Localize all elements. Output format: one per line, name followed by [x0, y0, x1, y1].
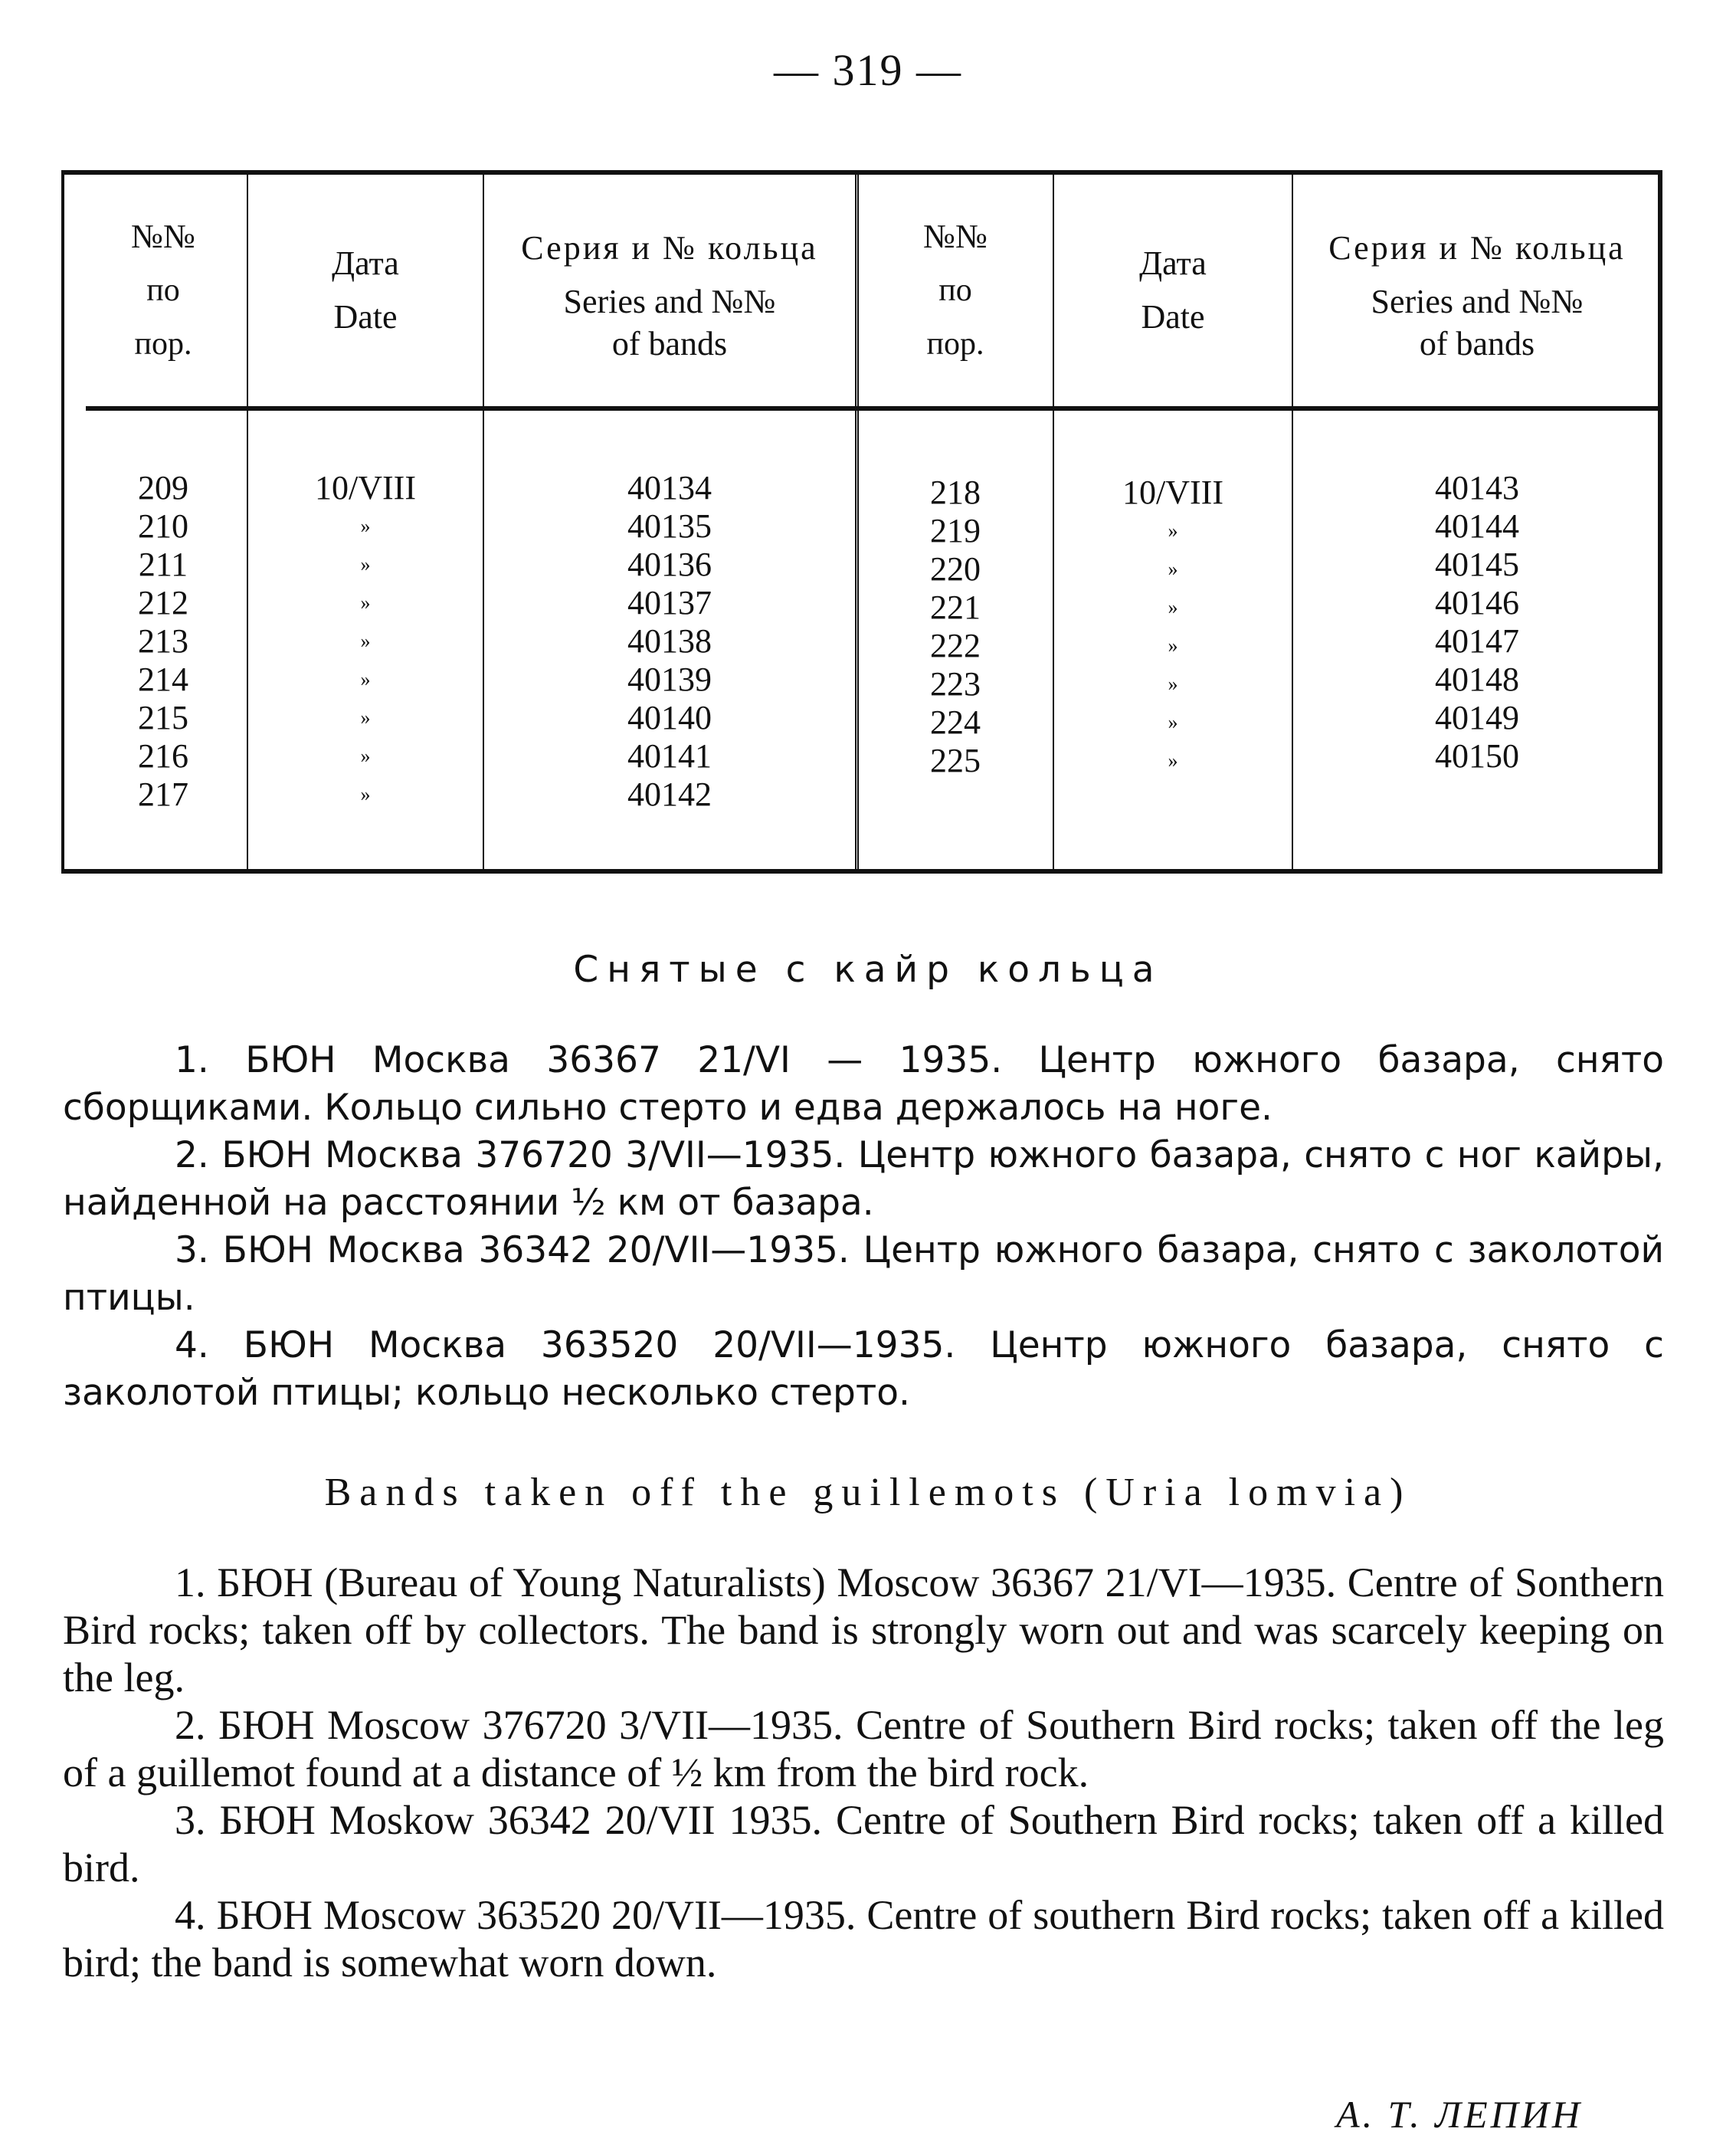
table-cell: 212 [138, 584, 188, 621]
ru-section-body [63, 1037, 1664, 1417]
table-cell: » [360, 668, 371, 690]
table-cell: 211 [138, 546, 188, 583]
table-cell: » [360, 515, 371, 537]
table-cell: 219 [930, 512, 981, 549]
table-cell: » [360, 592, 371, 614]
table-cell: 40145 [1435, 546, 1519, 583]
table-cell: 220 [930, 550, 981, 588]
list-item: 4. БЮН Москва 363520 20/VII—1935. Центр южного базара, снято с заколотой птицы; кольцо несколько стерто. [63, 1324, 1664, 1414]
table-cell: 225 [930, 742, 981, 779]
table-cell: 40141 [627, 737, 712, 775]
table-cell: » [1168, 520, 1178, 542]
list-item: 1. БЮН Москва 36367 21/VI — 1935. Центр южного базара, снято сборщиками. Кольцо сильно стерто и едва держалось на ноге. [63, 1039, 1664, 1129]
column-dates-left [248, 469, 483, 814]
page-number: — 319 — [774, 45, 962, 95]
table-cell: 209 [138, 469, 188, 507]
table-cell: 216 [138, 737, 188, 775]
list-item: 1. БЮН (Bureau of Young Naturalists) Moscow 36367 21/VI—1935. Centre of Sonthern Bird rocks; taken off by collectors. The band is strongly worn out and was scarcely keeping on the leg. [63, 1559, 1664, 1700]
column-dates-right [1054, 474, 1292, 780]
header-number-left: №№ по пор. [131, 218, 195, 362]
table-cell: » [360, 783, 371, 805]
table-cell: » [360, 745, 371, 767]
table-cell: 40150 [1435, 737, 1519, 775]
table-cell: » [1168, 558, 1178, 580]
table-cell: » [360, 707, 371, 729]
column-numbers-right [858, 474, 1053, 780]
table-cell: 40138 [627, 622, 712, 660]
table-cell: 40147 [1435, 622, 1519, 660]
table-cell: » [1168, 635, 1178, 657]
column-bands-right [1293, 469, 1661, 776]
table-cell: 210 [138, 507, 188, 545]
table-cell: » [1168, 673, 1178, 695]
list-item: 4. БЮН Moscow 363520 20/VII—1935. Centre of southern Bird rocks; taken off a killed bird; the band is somewhat worn down. [63, 1892, 1664, 1986]
column-numbers-left [80, 469, 247, 814]
header-number-right: №№ по пор. [923, 218, 988, 362]
en-section-body [63, 1559, 1664, 1986]
list-item: 3. БЮН Москва 36342 20/VII—1935. Центр южного базара, снято с заколотой птицы. [63, 1229, 1664, 1319]
table-cell: 40148 [1435, 661, 1519, 698]
table-cell: » [1168, 749, 1178, 772]
table-cell: 218 [930, 474, 981, 511]
table-cell: 10/VIII [1122, 474, 1223, 511]
table-cell: 215 [138, 699, 188, 736]
table-cell: 213 [138, 622, 188, 660]
table-cell: 40142 [627, 776, 712, 813]
header-date-left: Дата Date [332, 244, 399, 336]
table-cell: » [1168, 711, 1178, 733]
list-item: 2. БЮН Москва 376720 3/VII—1935. Центр южного базара, снято с ног кайры, найденной на расстоянии ½ км от базара. [63, 1134, 1664, 1224]
table-cell: » [1168, 596, 1178, 618]
table-cell: 40140 [627, 699, 712, 736]
table-cell: 217 [138, 776, 188, 813]
table-cell: » [360, 553, 371, 576]
list-item: 2. БЮН Moscow 376720 3/VII—1935. Centre of Southern Bird rocks; taken off the leg of a guillemot found at a distance of ½ km from the bird rock. [63, 1702, 1664, 1795]
table-cell: 40135 [627, 507, 712, 545]
table-cell: 40146 [1435, 584, 1519, 621]
table-cell: 40136 [627, 546, 712, 583]
table-cell: 40143 [1435, 469, 1519, 507]
table-cell: 40137 [627, 584, 712, 621]
table-cell: 214 [138, 661, 188, 698]
table-cell: 40139 [627, 661, 712, 698]
table-cell: 10/VIII [315, 469, 416, 507]
list-item: 3. БЮН Moskow 36342 20/VII 1935. Centre of Southern Bird rocks; taken off a killed bird. [63, 1797, 1664, 1891]
table-cell: 40149 [1435, 699, 1519, 736]
table-cell: 40144 [1435, 507, 1519, 545]
table-cell: 224 [930, 703, 981, 741]
author-signature: А. Т. ЛЕПИН [1336, 2093, 1583, 2136]
table-cell: 40134 [627, 469, 712, 507]
table-cell: 222 [930, 627, 981, 664]
header-rule [86, 406, 1658, 411]
banding-table [61, 170, 1662, 874]
header-series-right: Серия и № кольца Series and №№ of bands [1328, 229, 1626, 362]
table-cell: 223 [930, 665, 981, 703]
header-date-right: Дата Date [1139, 244, 1207, 336]
header-series-left: Серия и № кольца Series and №№ of bands [521, 229, 818, 362]
ru-section-title: Снятые с кайр кольца [573, 949, 1163, 991]
table-cell: » [360, 630, 371, 652]
table-cell: 221 [930, 589, 981, 626]
column-bands-left [484, 469, 855, 814]
en-section-title: Bands taken off the guillemots (Uria lomvia) [324, 1471, 1412, 1514]
